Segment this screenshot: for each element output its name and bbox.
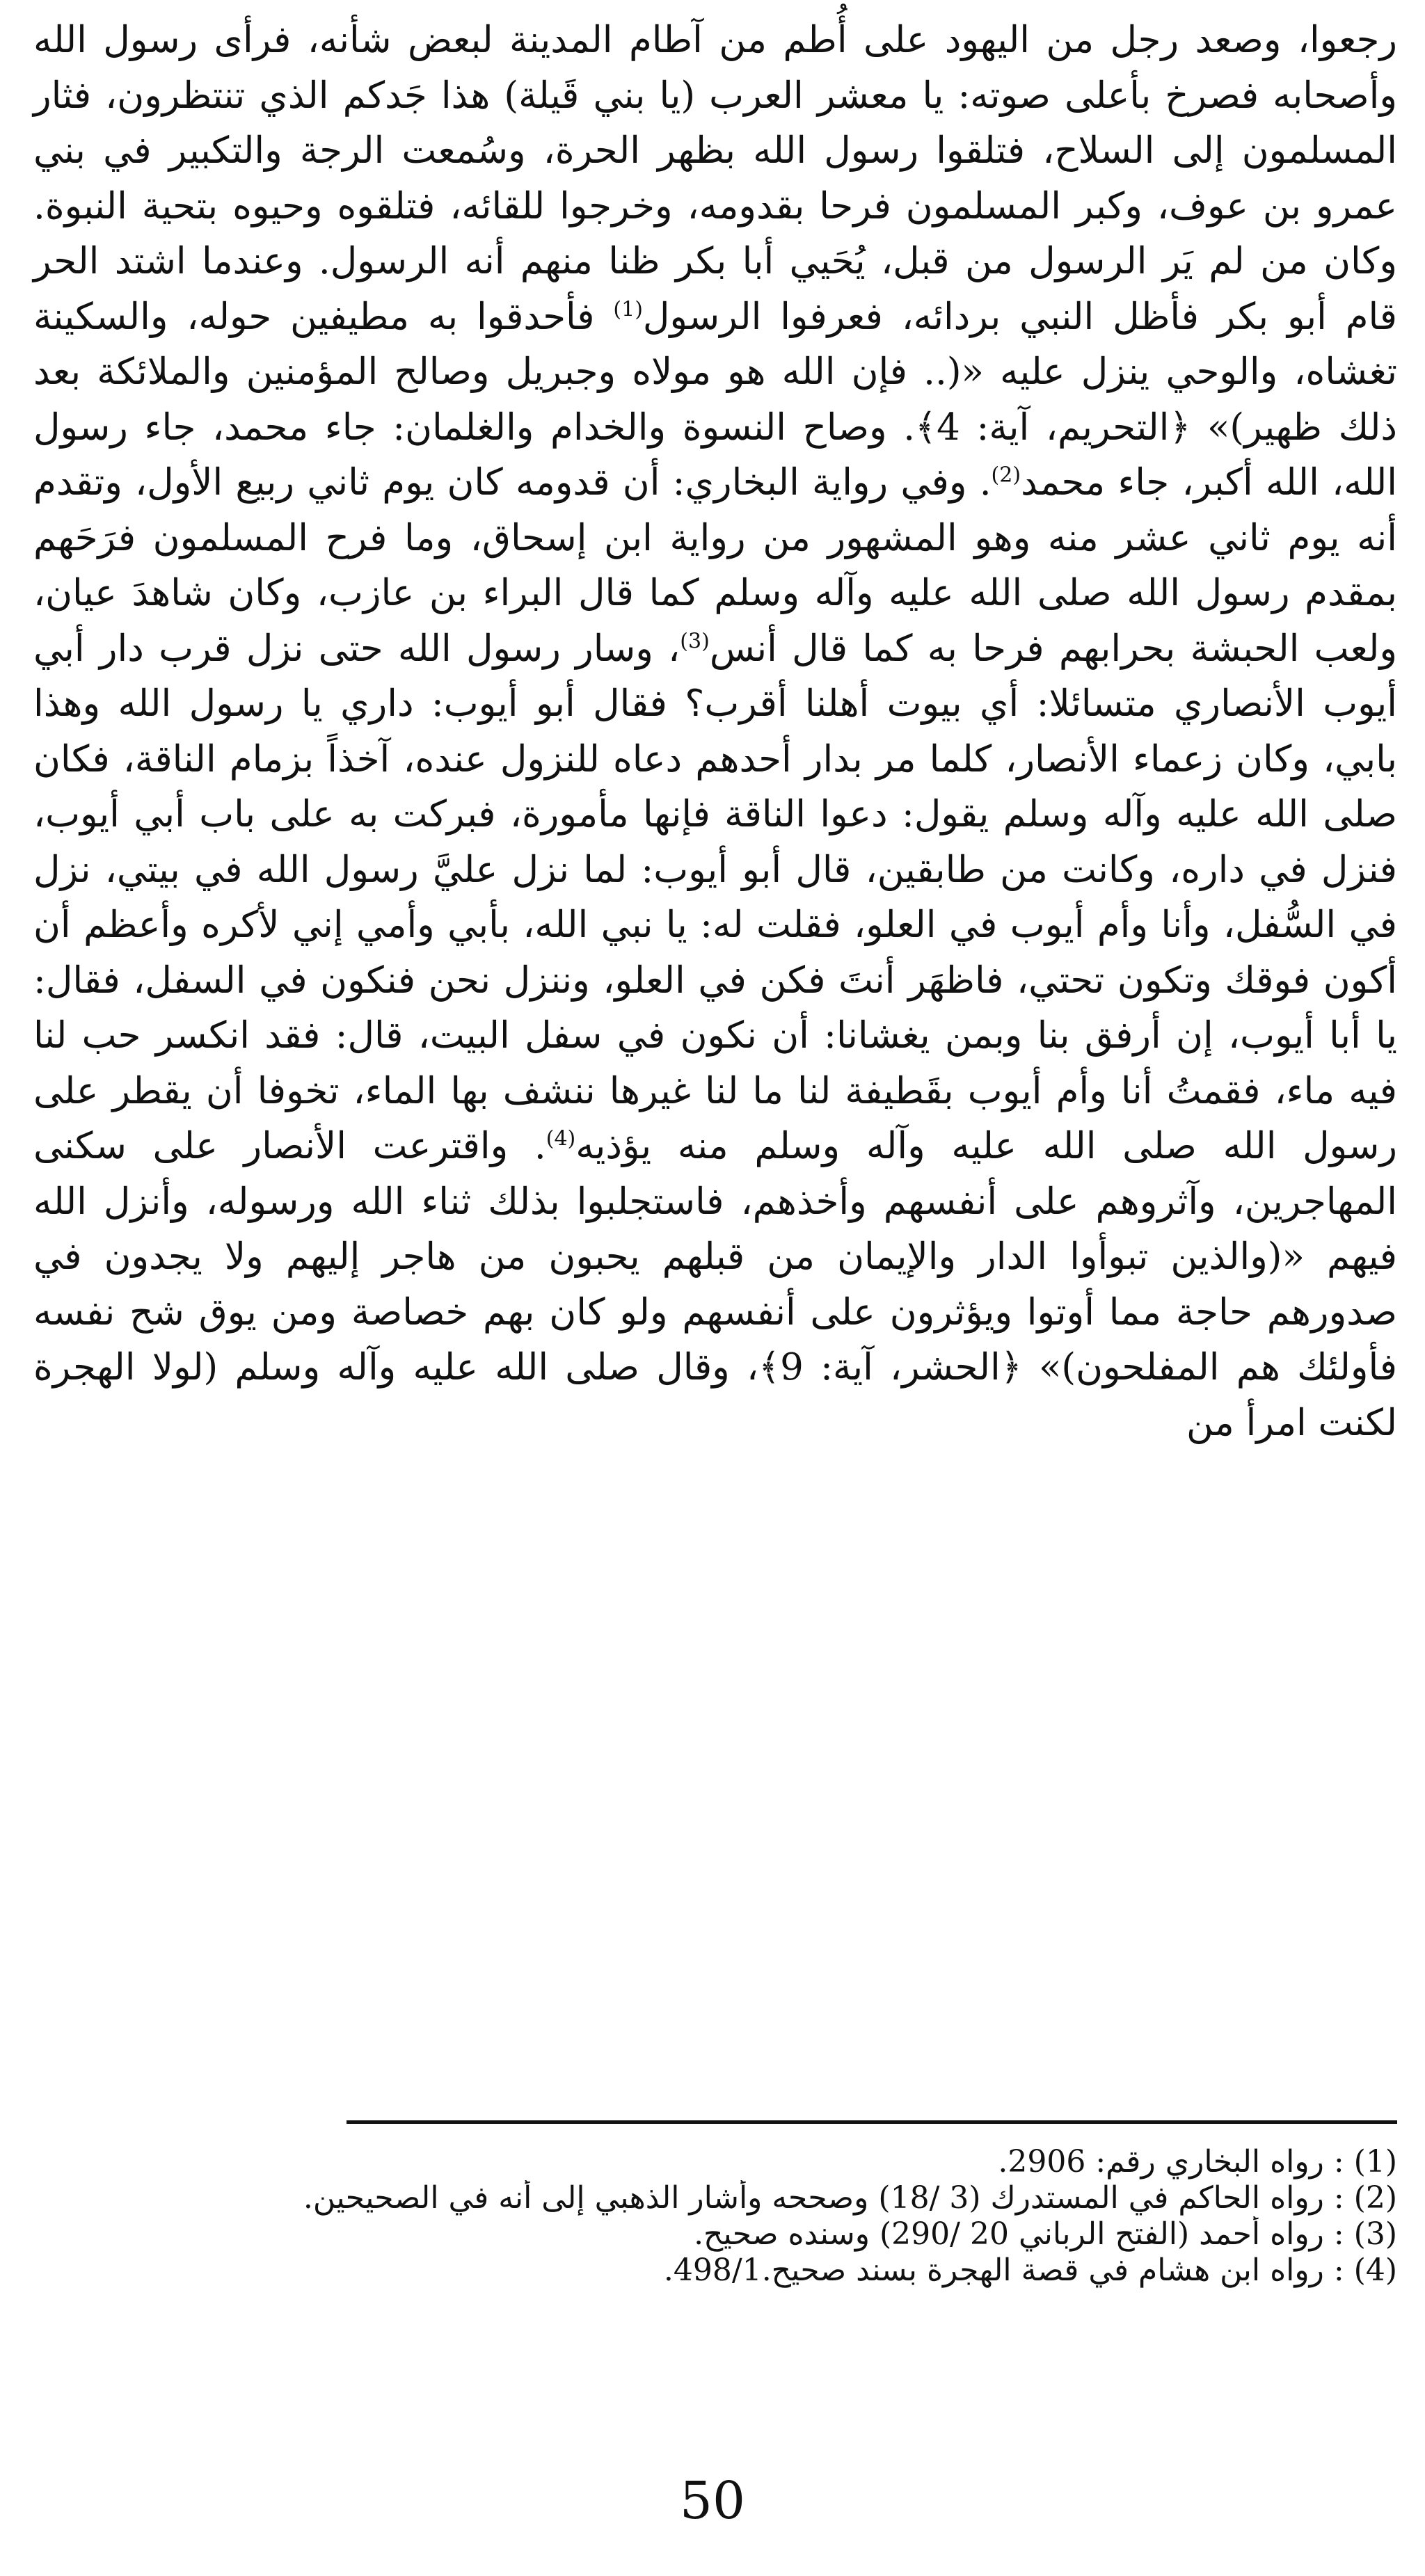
footnote-1: (1) : رواه البخاري رقم: 2906. [998, 2144, 1397, 2179]
body-text-part-4: ، وسار رسول الله حتى نزل قرب دار أبي أيوب الأنصاري متسائلا: أي بيوت أهلنا أقرب؟ فقال أبو أيوب: داري يا رسول الله وهذا بابي، وكان زعماء الأنصار، كلما مر بدار أحدهم دعاه للنزول عنده، آخذاً بزمام الناقة، فكان صلى الله عليه وآله وسلم يقول: دعوا الناقة فإنها مأمورة، فبركت به على باب أبي أيوب، فنزل في داره، وكانت من طابقين، قال أبو أيوب: لما نزل عليَّ رسول الله في بيتي، نزل في السُّفل، وأنا وأم أيوب في العلو، فقلت له: يا نبي الله، بأبي وأمي إني لأكره وأعظم أن أكون فوقك وتكون تحتي، فاظهَر أنتَ فكن في العلو، وننزل نحن فنكون في السفل، فقال: يا أبا أيوب، إن أرفق بنا وبمن يغشانا: أن نكون في سفل البيت، قال: فقد انكسر حب لنا فيه ماء، فقمتُ أنا وأم أيوب بقَطيفة لنا ما لنا غيرها ننشف بها الماء، تخوفا أن يقطر على رسول الله صلى الله عليه وآله وسلم منه يؤذيه [33, 627, 1397, 1167]
body-text-part-2: فأحدقوا به مطيفين حوله، والسكينة تغشاه، والوحي ينزل عليه «(.. فإن الله هو مولاه وجبريل وصالح المؤمنين والملائكة بعد ذلك ظهير)» ﴿التحريم، آية: 4﴾. وصاح النسوة والخدام والغلمان: جاء محمد، جاء رسول الله، الله أكبر، جاء محمد [33, 295, 1398, 504]
footnote-ref-2: (2) [991, 463, 1021, 488]
footnote-4: (4) : رواه ابن هشام في قصة الهجرة بسند صحيح.498/1. [663, 2253, 1397, 2288]
footnote-ref-3: (3) [680, 628, 710, 653]
page-number: 50 [679, 2471, 746, 2531]
footnote-ref-4: (4) [546, 1126, 576, 1151]
body-text-part-3: . وفي رواية البخاري: أن قدومه كان يوم ثاني ربيع الأول، وتقدم أنه يوم ثاني عشر منه وهو المشهور من رواية ابن إسحاق، وما فرح المسلمون فرَحَهم بمقدم رسول الله صلى الله عليه وآله وسلم كما قال البراء بن عازب، وكان شاهدَ عيان، ولعب الحبشة بحرابهم فرحا به كما قال أنس [33, 461, 1397, 670]
footnote-2: (2) : رواه الحاكم في المستدرك (3 /18) وصححه وأشار الذهبي إلى أنه في الصحيحين. [303, 2180, 1397, 2216]
footnotes-list [33, 2144, 1397, 2289]
footnote-3: (3) : رواه أحمد (الفتح الرباني 20 /290) وسنده صحيح. [694, 2216, 1397, 2252]
body-paragraph [33, 13, 1397, 1450]
footnote-ref-1: (1) [613, 296, 643, 321]
body-text-part-1: رجعوا، وصعد رجل من اليهود على أُطم من آطام المدينة لبعض شأنه، فرأى رسول الله وأصحابه فصرخ بأعلى صوته: يا معشر العرب (يا بني قَيلة) هذا جَدكم الذي تنتظرون، فثار المسلمون إلى السلاح، فتلقوا رسول الله بظهر الحرة، وسُمعت الرجة والتكبير في بني عمرو بن عوف، وكبر المسلمون فرحا بقدومه، وخرجوا للقائه، فتلقوه وحيوه بتحية النبوة. وكان من لم يَر الرسول من قبل، يُحَيي أبا بكر ظنا منهم أنه الرسول. وعندما اشتد الحر قام أبو بكر فأظل النبي بردائه، فعرفوا الرسول [33, 19, 1397, 338]
body-text-part-5: . واقترعت الأنصار على سكنى المهاجرين، وآثروهم على أنفسهم وأخذهم، فاستجلبوا بذلك ثناء الله ورسوله، وأنزل الله فيهم «(والذين تبوأوا الدار والإيمان من قبلهم يحبون من هاجر إليهم ولا يجدون في صدورهم حاجة مما أوتوا ويؤثرون على أنفسهم ولو كان بهم خصاصة ومن يوق شح نفسه فأولئك هم المفلحون)» ﴿الحشر، آية: 9﴾، وقال صلى الله عليه وآله وسلم (لولا الهجرة لكنت امرأ من [33, 1125, 1398, 1444]
footnote-separator [347, 2120, 1397, 2124]
